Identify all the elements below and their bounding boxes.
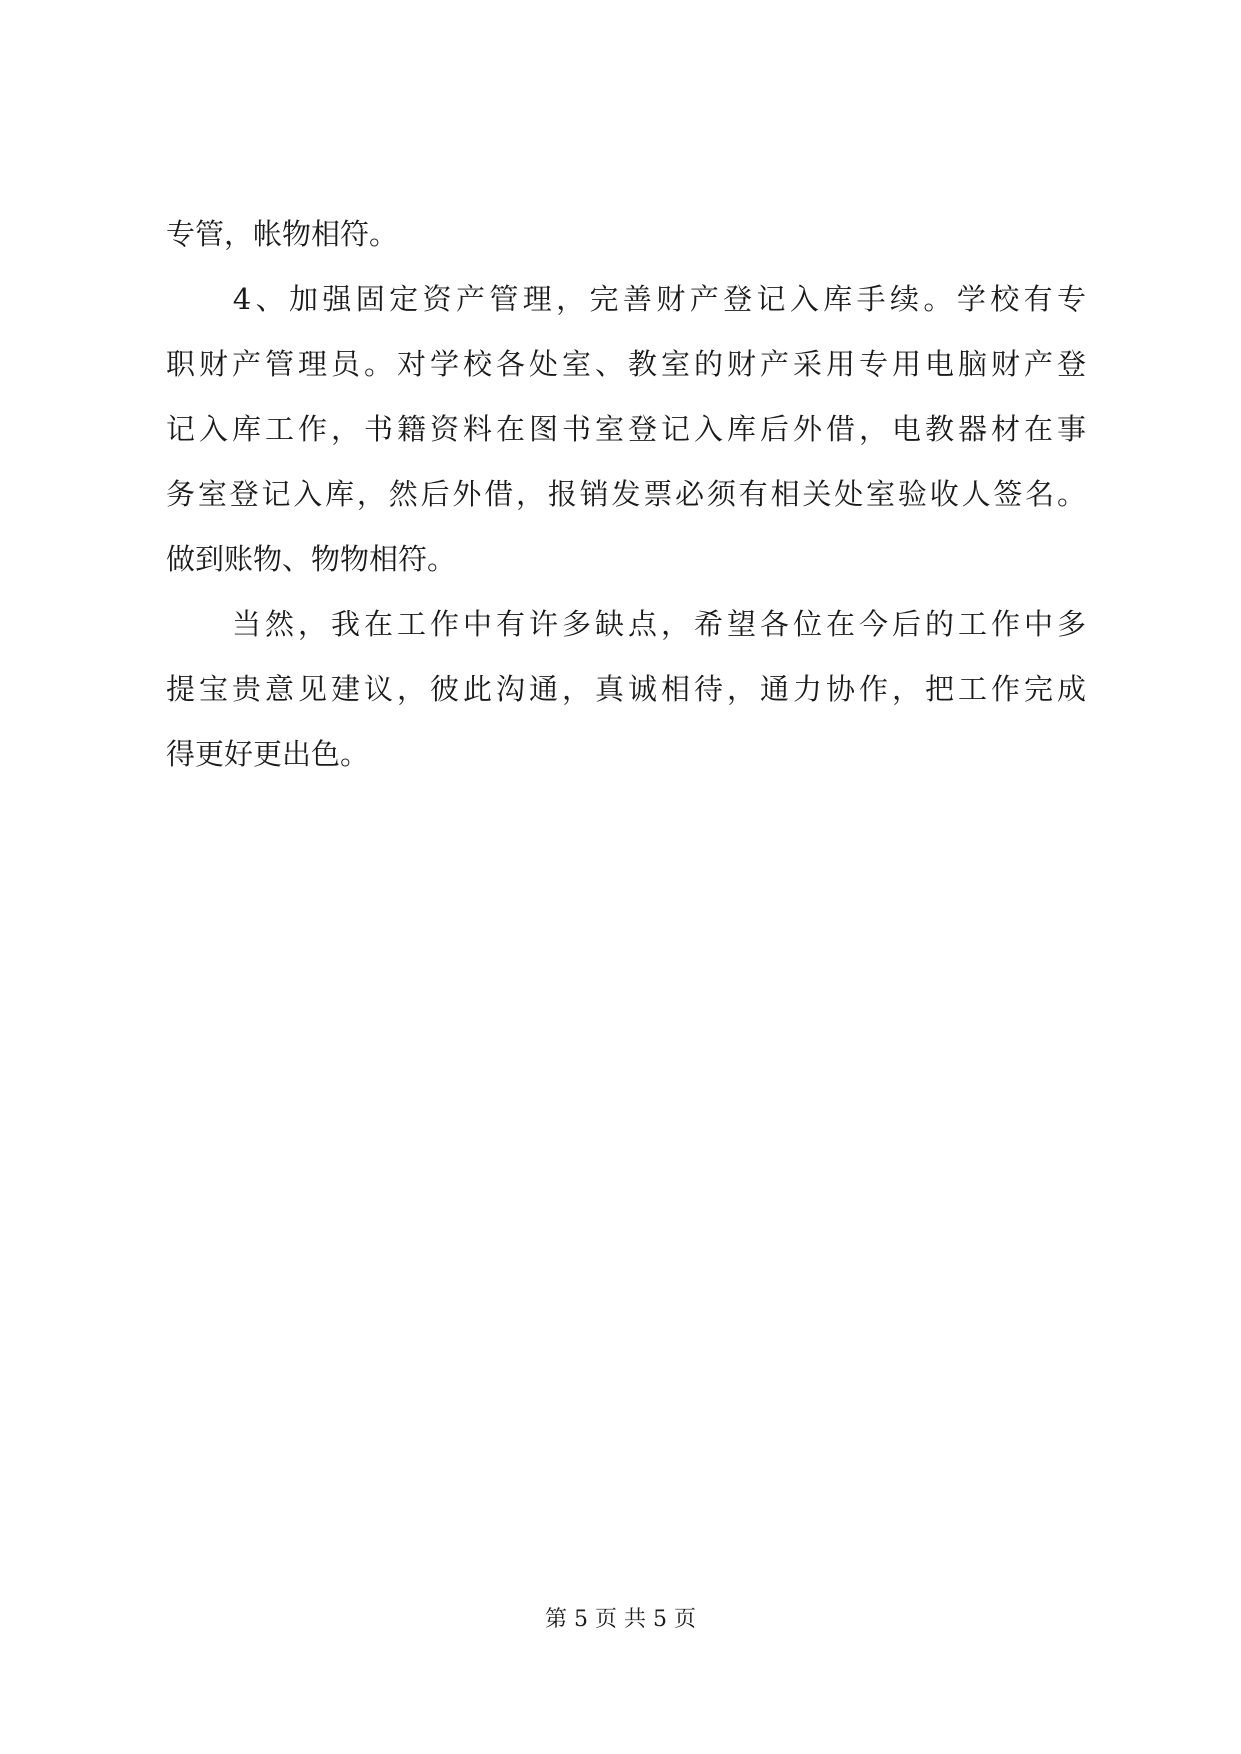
- text-line: 职财产管理员。对学校各处室、教室的财产采用专用电脑财产登: [166, 347, 1086, 381]
- text-line: 做到账物、物物相符。: [166, 542, 457, 576]
- text-line: 记入库工作，书籍资料在图书室登记入库后外借，电教器材在事: [166, 412, 1086, 446]
- document-body: [166, 202, 1086, 787]
- text-line: 专管，帐物相符。: [166, 217, 399, 251]
- text-line: 务室登记入库，然后外借，报销发票必须有相关处室验收人签名。: [166, 477, 1086, 511]
- page-number-footer: 第 5 页 共 5 页: [545, 1607, 696, 1632]
- text-line: 得更好更出色。: [166, 737, 370, 771]
- text-line: 当然，我在工作中有许多缺点，希望各位在今后的工作中多: [166, 607, 1086, 641]
- text-line: 提宝贵意见建议，彼此沟通，真诚相待，通力协作，把工作完成: [166, 672, 1086, 706]
- text-line: 4、加强固定资产管理，完善财产登记入库手续。学校有专: [166, 282, 1086, 316]
